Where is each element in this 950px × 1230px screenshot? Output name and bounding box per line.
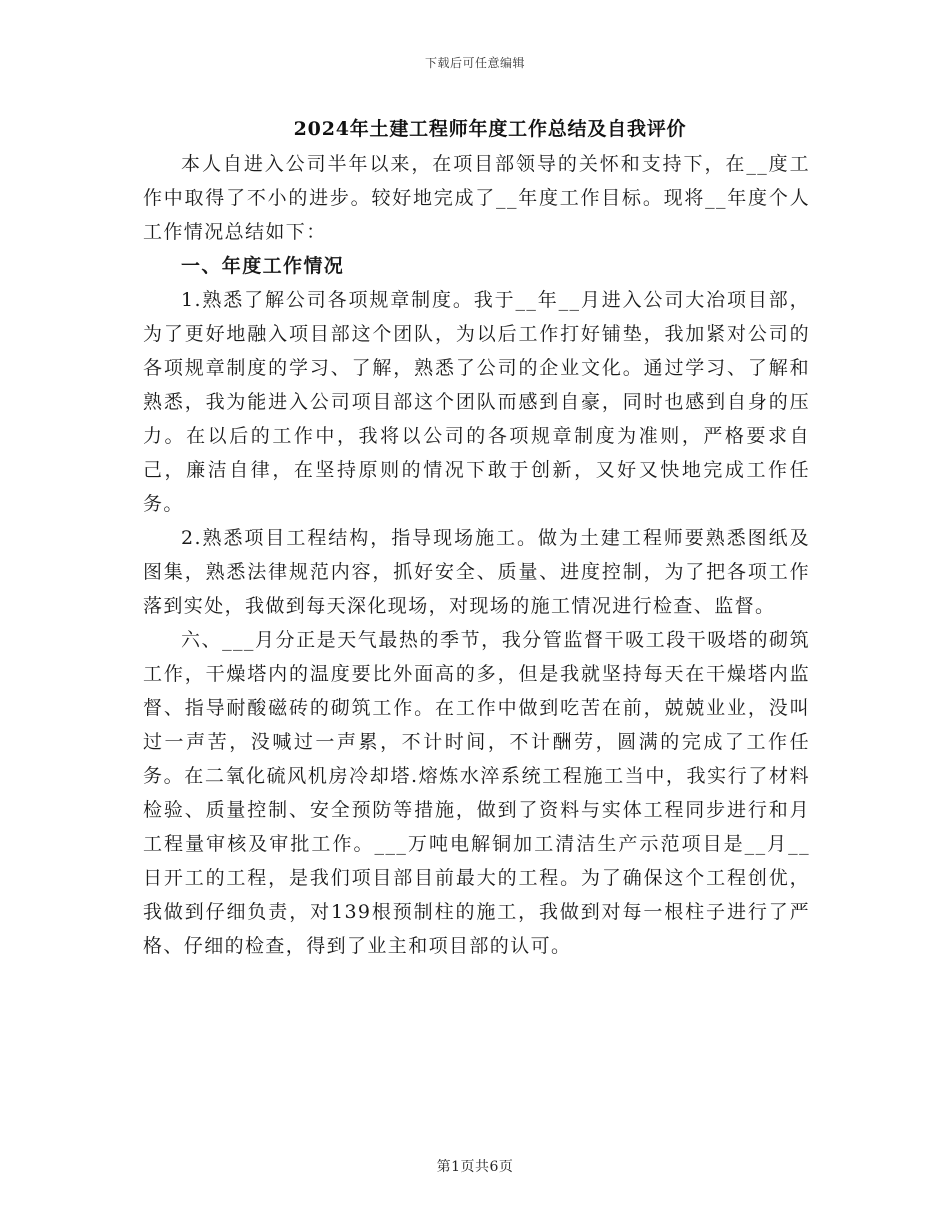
page-number: 第1页共6页: [436, 1159, 514, 1175]
paragraph-item-6: 六、___月分正是天气最热的季节，我分管监督干吸工段干吸塔的砌筑工作，干燥塔内的温度要比外面高的多，但是我就坚持每天在干燥塔内监督、指导耐酸磁砖的砌筑工作。在工作中做到吃苦在前，兢兢业业，没叫过一声苦，没喊过一声累，不计时间，不计酬劳，圆满的完成了工作任务。在二氧化硫风机房冷却塔.熔炼水淬系统工程施工当中，我实行了材料检验、质量控制、安全预防等措施，做到了资料与实体工程同步进行和月工程量审核及审批工作。___万吨电解铜加工清洁生产示范项目是__月__日开工的工程，是我们项目部目前最大的工程。为了确保这个工程创优，我做到仔细负责，对139根预制柱的施工，我做到对每一根柱子进行了严格、仔细的检查，得到了业主和项目部的认可。: [143, 629, 810, 957]
header-note: 下载后可任意编辑: [424, 56, 525, 70]
document-title: 2024年土建工程师年度工作总结及自我评价: [293, 118, 687, 140]
paragraph-item-1: 1.熟悉了解公司各项规章制度。我于__年__月进入公司大冶项目部，为了更好地融入项目部这个团队，为以后工作打好铺垫，我加紧对公司的各项规章制度的学习、了解，熟悉了公司的企业文化。通过学习、了解和熟悉，我为能进入公司项目部这个团队而感到自豪，同时也感到自身的压力。在以后的工作中，我将以公司的各项规章制度为准则，严格要求自己，廉洁自律，在坚持原则的情况下敢于创新，又好又快地完成工作任务。: [143, 289, 810, 515]
section-heading: 一、年度工作情况: [181, 255, 345, 277]
intro-paragraph: 本人自进入公司半年以来，在项目部领导的关怀和支持下，在__度工作中取得了不小的进步。较好地完成了__年度工作目标。现将__年度个人工作情况总结如下：: [143, 153, 810, 243]
document-body: [143, 147, 810, 963]
paragraph-item-2: 2.熟悉项目工程结构，指导现场施工。做为土建工程师要熟悉图纸及图集，熟悉法律规范内容，抓好安全、质量、进度控制，为了把各项工作落到实处，我做到每天深化现场，对现场的施工情况进行检查、监督。: [143, 527, 810, 617]
